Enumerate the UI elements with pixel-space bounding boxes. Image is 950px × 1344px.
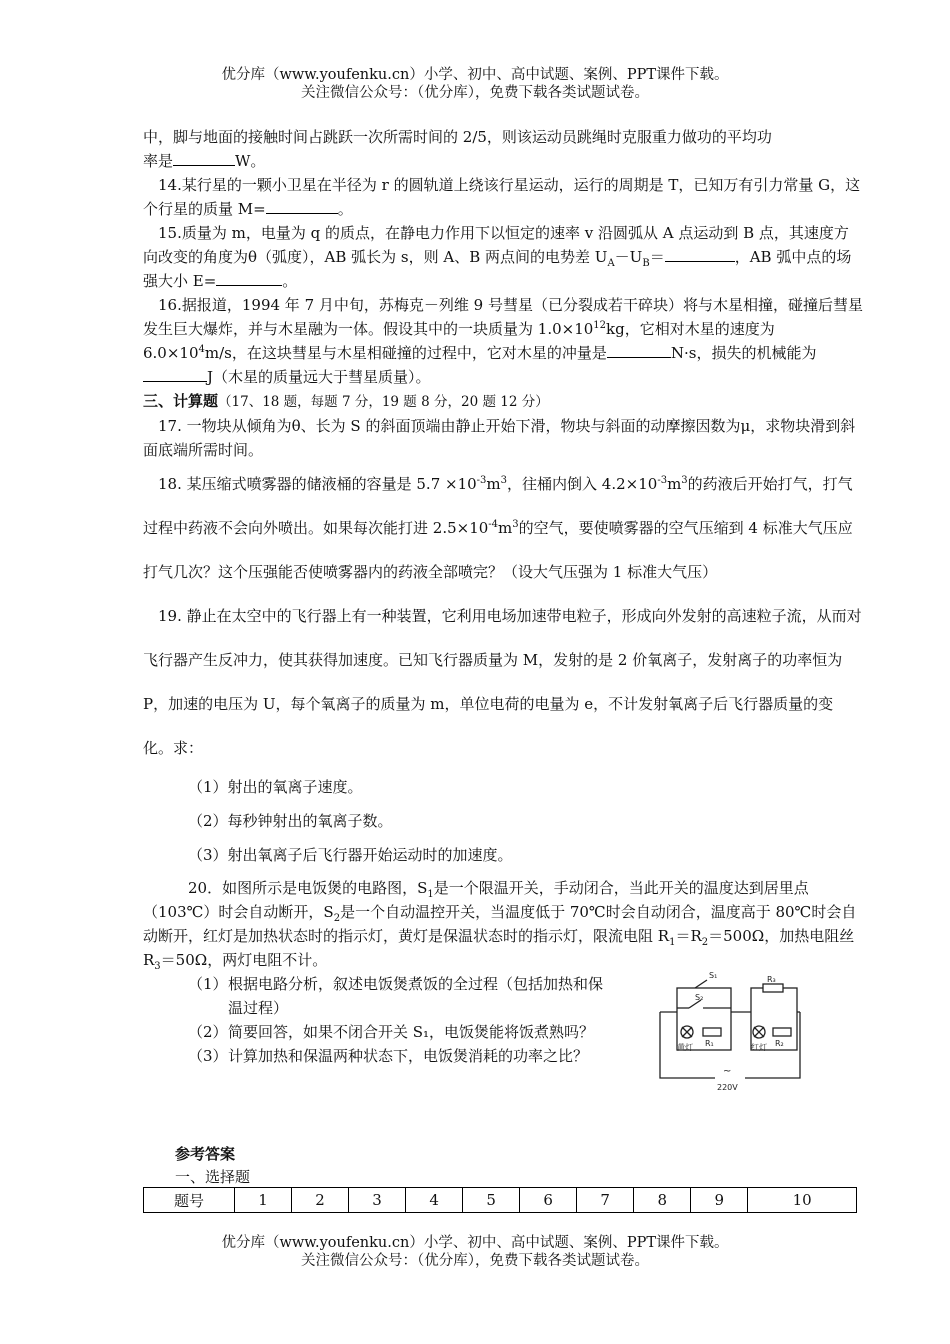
- red-lamp-label: 红灯: [751, 1043, 767, 1052]
- question-20: 20．如图所示是电饭煲的电路图，$S_1$是一个限温开关，手动闭合，当此开关的温度达到居里点（103℃）时会自动断开，$S_2$是一个自动温控开关，当温度低于 70℃时会自动闭合，温度高于 80℃时会自动断开，红灯是加热状态时的指示灯，黄灯是保温状态时的指示灯，限流电阻 $R_1=R_2=500\Omega$，加热电阻丝 $R_3=50\Omega$，两灯电阻不计。: [143, 879, 857, 972]
- answer-blank: [665, 245, 735, 262]
- q19-item-3: （3）射出氧离子后飞行器开始运动时的加速度。: [188, 846, 513, 864]
- table-cell: 5: [463, 1188, 520, 1213]
- table-cell: 题号: [144, 1188, 235, 1213]
- q19-item-1: （1）射出的氧离子速度。: [188, 778, 363, 796]
- footer-line-1: 优分库（www.youfenku.cn）小学、初中、高中试题、案例、PPT课件下载。: [221, 1235, 729, 1251]
- question-18-19-block: [143, 462, 863, 770]
- answer-blank: [216, 269, 282, 286]
- s2-label: S₂: [695, 993, 704, 1002]
- q20-item-1: （1） 根据电路分析，叙述电饭煲煮饭的全过程（包括加热和保温过程）: [188, 975, 604, 1017]
- question-18: 18. 某压缩式喷雾器的储液桶的容量是 $5.7 \times 10^{-3}m^3$，往桶内倒入 $4.2\times 10^{-3}m^3$的药液后开始打气，打气过程中药液不会向外喷出。如果每次能打进 $2.5\times 10^{-4}m^3$的空气，要使喷雾器的空气压缩到 4 标准大气压应打气几次？这个压强能否使喷雾器内的药液全部喷完？（设大气压强为 1 标准大气压）: [143, 475, 853, 581]
- header-line-2: 关注微信公众号：（优分库），免费下载各类试题试卷。: [301, 85, 649, 101]
- table-cell: 3: [349, 1188, 406, 1213]
- q19-item-2: （2）每秒钟射出的氧离子数。: [188, 812, 393, 830]
- answer-blank: [266, 197, 338, 214]
- answers-section: 一、选择题: [175, 1168, 251, 1186]
- header-line-1: 优分库（www.youfenku.cn）小学、初中、高中试题、案例、PPT课件下载。: [221, 67, 729, 83]
- footer-line-2: 关注微信公众号：（优分库），免费下载各类试题试卷。: [301, 1253, 649, 1269]
- table-cell: 10: [748, 1188, 857, 1213]
- answers-title: 参考答案: [175, 1145, 236, 1163]
- table-cell: 8: [634, 1188, 691, 1213]
- table-cell: 9: [691, 1188, 748, 1213]
- s1-label: S₁: [709, 971, 718, 980]
- section-3-title: 三、计算题（17、18 题，每题 7 分，19 题 8 分，20 题 12 分）: [143, 392, 549, 410]
- q20-item-2: （2） 简要回答，如果不闭合开关 S₁，电饭煲能将饭煮熟吗？: [188, 1023, 595, 1041]
- question-15: 15.质量为 m，电量为 q 的质点，在静电力作用下以恒定的速率 v 沿圆弧从 A 点运动到 B 点，其速度方向改变的角度为θ（弧度），AB 弧长为 s，则 A、B 两点间的电势差 $U_A-U_B=$ ，AB 弧中点的场强大小 E= 。: [143, 224, 852, 290]
- r1-label: R₁: [705, 1039, 714, 1048]
- table-cell: 4: [406, 1188, 463, 1213]
- answer-blank: [143, 365, 207, 382]
- page-footer: [0, 1234, 950, 1270]
- page-header: [0, 66, 950, 102]
- yellow-lamp-label: 黄灯: [677, 1043, 693, 1052]
- rice-cooker-circuit-diagram: [655, 970, 805, 1160]
- q13-tail: 中，脚与地面的接触时间占跳跃一次所需时间的 2/5，则该运动员跳绳时克服重力做功的平均功 率是 W。: [143, 128, 772, 170]
- main-content: [143, 125, 863, 1068]
- table-cell: 7: [577, 1188, 634, 1213]
- answer-blank: [173, 149, 235, 166]
- source-label: 220V: [717, 1083, 738, 1092]
- table-cell: 6: [520, 1188, 577, 1213]
- answer-table: [143, 1187, 857, 1213]
- table-row: [144, 1188, 857, 1213]
- r3-label: R₃: [767, 975, 776, 984]
- question-16: 16.据报道，1994 年 7 月中旬，苏梅克－列维 9 号彗星（已分裂成若干碎块）将与木星相撞，碰撞后彗星发生巨大爆炸，并与木星融为一体。假设其中的一块质量为 $1.0\times 10^{12}kg$，它相对木星的速度为 $6.0\times 10^4m/s$，在这块彗星与木星相碰撞的过程中，它对木星的冲量是 N·s，损失的机械能为J（木星的质量远大于彗星质量）。: [143, 296, 863, 386]
- table-cell: 2: [292, 1188, 349, 1213]
- table-cell: 1: [235, 1188, 292, 1213]
- ac-symbol: ~: [723, 1066, 732, 1077]
- question-17: 17. 一物块从倾角为θ、长为 S 的斜面顶端由静止开始下滑，物块与斜面的动摩擦因数为μ，求物块滑到斜面底端所需时间。: [143, 417, 856, 459]
- r2-label: R₂: [775, 1039, 784, 1048]
- answer-blank: [607, 341, 671, 358]
- question-14: 14.某行星的一颗小卫星在半径为 r 的圆轨道上绕该行星运动，运行的周期是 T，已知万有引力常量 G，这个行星的质量 M= 。: [143, 176, 861, 218]
- question-19-subitems: [143, 770, 863, 872]
- question-19: 19. 静止在太空中的飞行器上有一种装置，它利用电场加速带电粒子，形成向外发射的高速粒子流，从而对飞行器产生反冲力，使其获得加速度。已知飞行器质量为 M，发射的是 2 价氧离子，发射离子的功率恒为 P，加速的电压为 U，每个氧离子的质量为 m，单位电荷的电量为 e，不计发射氧离子后飞行器质量的变化。求：: [143, 607, 862, 757]
- q20-item-3: （3） 计算加热和保温两种状态下，电饭煲消耗的功率之比？: [188, 1047, 589, 1065]
